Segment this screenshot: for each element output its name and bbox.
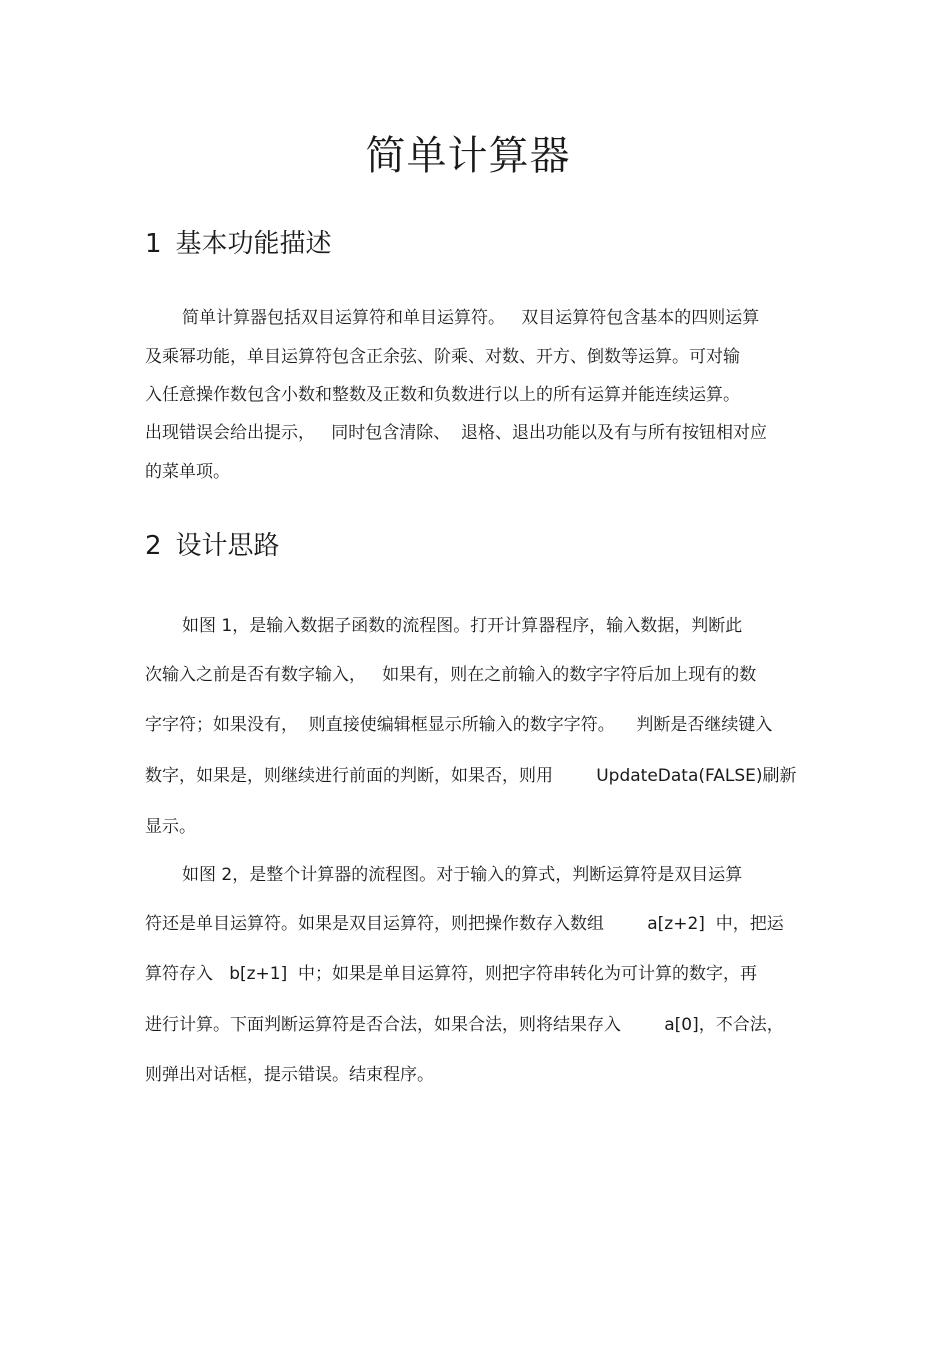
section-2-para-1-line: 如图 1，是输入数据子函数的流程图。打开计算器程序，输入数据，判断此 <box>182 616 743 636</box>
section-1-line: 出现错误会给出提示， 同时包含清除、 退格、退出功能以及有与所有按钮相对应 <box>145 423 768 443</box>
section-1-heading <box>145 226 332 262</box>
section-1-line: 及乘幂功能，单目运算符包含正余弦、阶乘、对数、开方、倒数等运算。可对输 <box>145 347 740 367</box>
section-2-para-2-line: 进行计算。下面判断运算符是否合法，如果合法，则将结果存入 a[0]，不合法， <box>145 1015 784 1035</box>
section-2-title: 设计思路 <box>175 531 280 561</box>
section-2-para-2-line: 符还是单目运算符。如果是双目运算符，则把操作数存入数组 a[z+2] 中，把运 <box>145 914 784 934</box>
document-title: 简单计算器 <box>365 133 571 179</box>
section-2-heading <box>145 528 280 564</box>
section-2-para-1-line: 字字符；如果没有， 则直接使编辑框显示所输入的数字字符。 判断是否继续键入 <box>145 715 773 735</box>
section-2-para-1-line: 显示。 <box>145 817 196 837</box>
section-1-number: 1 <box>145 229 162 259</box>
section-1-line: 的菜单项。 <box>145 462 230 482</box>
section-1-line: 简单计算器包括双目运算符和单目运算符。 双目运算符包含基本的四则运算 <box>182 308 760 328</box>
section-2-para-2-line: 如图 2，是整个计算器的流程图。对于输入的算式，判断运算符是双目运算 <box>182 865 743 885</box>
section-2-para-2-line: 则弹出对话框，提示错误。结束程序。 <box>145 1065 434 1085</box>
section-2-number: 2 <box>145 531 162 561</box>
section-1-title: 基本功能描述 <box>175 229 332 259</box>
section-2-para-1-line: 次输入之前是否有数字输入， 如果有，则在之前输入的数字字符后加上现有的数 <box>145 665 757 685</box>
section-2-para-1-line: 数字，如果是，则继续进行前面的判断，如果否，则用 UpdateData(FALSE)刷新 <box>145 766 797 786</box>
section-1-line: 入任意操作数包含小数和整数及正数和负数进行以上的所有运算并能连续运算。 <box>145 385 740 405</box>
section-2-para-2-line: 算符存入 b[z+1] 中；如果是单目运算符，则把字符串转化为可计算的数字，再 <box>145 964 758 984</box>
